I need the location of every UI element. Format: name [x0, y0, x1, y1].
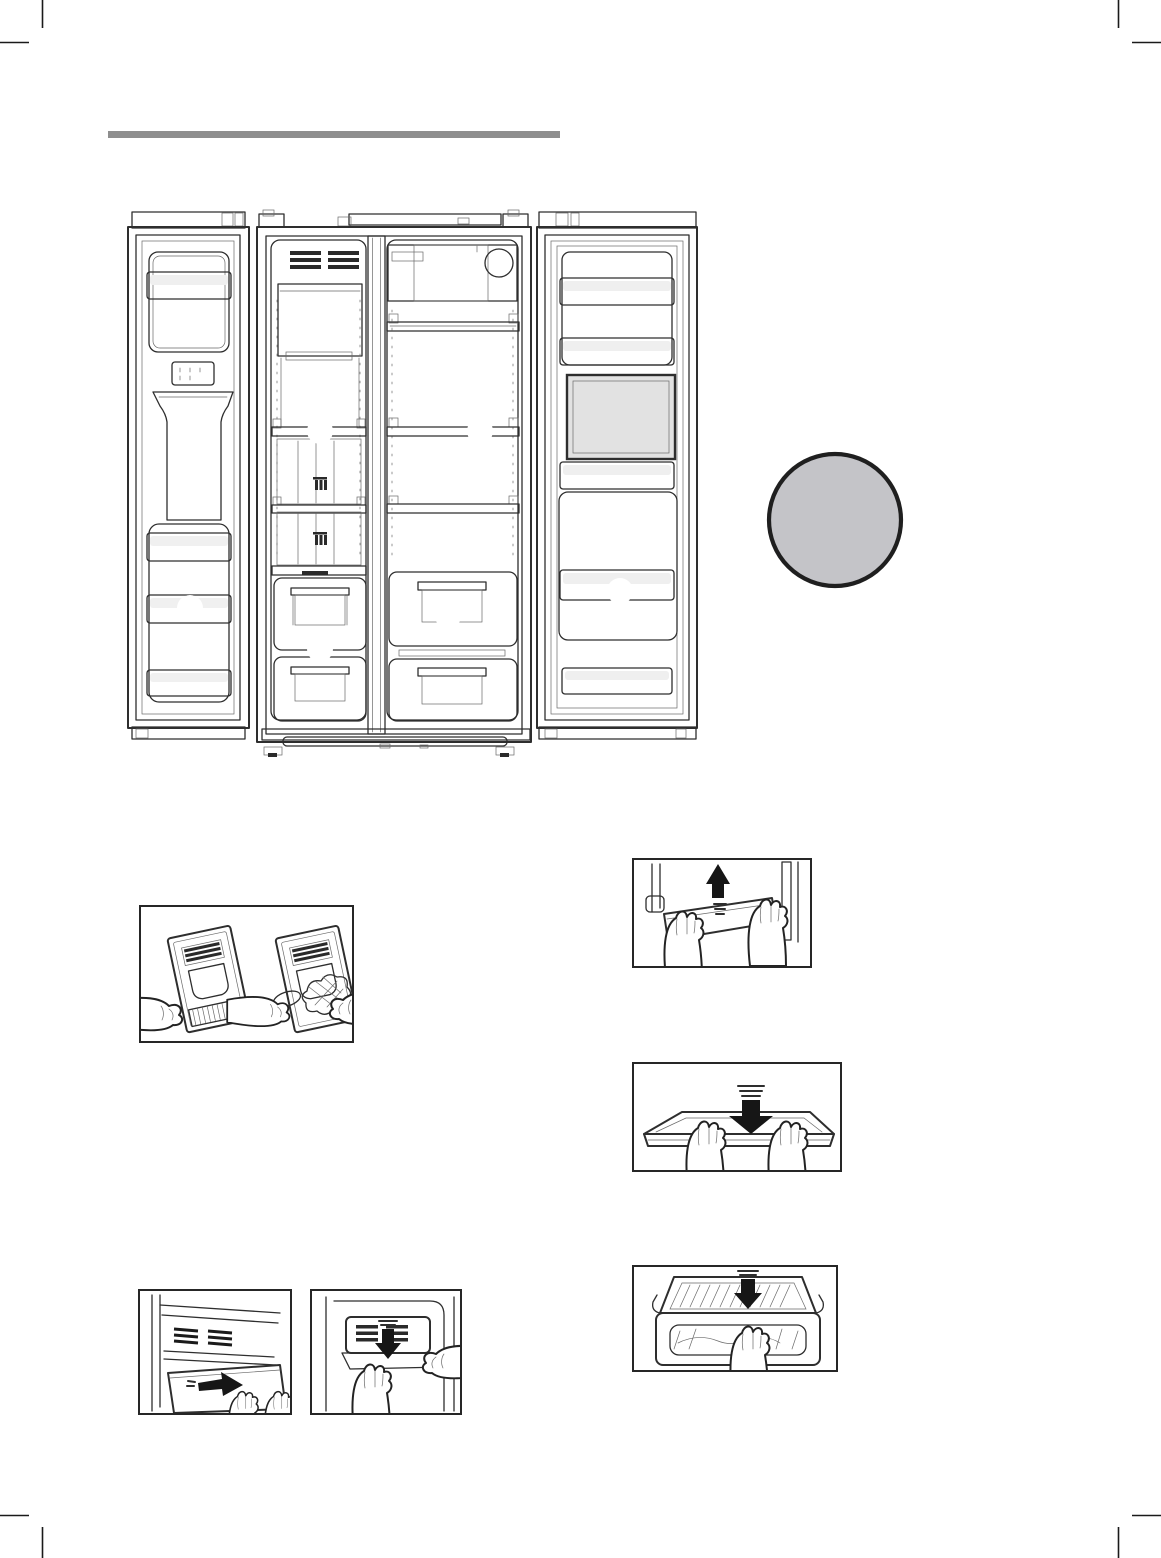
lamp-dial [485, 249, 513, 277]
fridge-shelf [387, 427, 519, 436]
second-hand [265, 1392, 290, 1413]
center-mullion [368, 236, 385, 734]
door-frame-edge [152, 1295, 160, 1411]
fig-dispenser-tray-clean-art [141, 907, 352, 1041]
freezer-door [128, 212, 249, 739]
fig-drawer-pull-out [632, 1265, 838, 1372]
arrow-down [729, 1086, 773, 1134]
fridge-door-body [537, 227, 697, 728]
dispenser-recess [188, 964, 229, 1001]
fig-door-bin-lift-art [634, 860, 810, 966]
vent-bars [174, 1329, 232, 1345]
section-title-rule [108, 131, 560, 139]
fridge-compartment [387, 240, 519, 721]
fig-drawer-art [634, 1267, 836, 1370]
evaporator-icon-2 [313, 532, 327, 545]
fig-freezer-shelf-press-down [310, 1289, 462, 1415]
fig-door-bin-lift-up [632, 858, 812, 968]
callout-marker [467, 418, 493, 444]
callout-marker [307, 305, 333, 331]
fridge-door [537, 212, 697, 739]
hand-on-cover [229, 1392, 258, 1413]
evaporator-icon [313, 477, 327, 490]
fig-glass-shelf-art [634, 1064, 840, 1170]
door-frame-edge [652, 864, 660, 912]
fig-cover-slide-art [140, 1291, 290, 1413]
callout-marker [307, 636, 333, 662]
left-hand [664, 911, 703, 966]
callout-marker [435, 603, 461, 629]
callout-marker [307, 418, 333, 444]
dispenser-back-panel [172, 362, 214, 385]
refrigerator-overview-figure [120, 205, 705, 763]
freezer-vents [290, 251, 359, 269]
freezer-door-body [128, 227, 249, 728]
right-hand [768, 1121, 807, 1170]
hand-holding-pad [227, 997, 289, 1026]
hand-pulling-tray [141, 998, 182, 1031]
door-utility-case [567, 375, 675, 459]
detail-circle [769, 454, 901, 586]
fridge-shelf-2 [387, 504, 519, 513]
fig-freezer-cover-slide-out [138, 1289, 292, 1415]
right-hand [748, 899, 787, 966]
left-hand [686, 1121, 725, 1170]
fig-dispenser-tray-clean [139, 905, 354, 1043]
section-rule-bar [108, 131, 560, 138]
hand-below-shelf [352, 1364, 391, 1413]
lamp-housing [388, 245, 517, 301]
hand-on-handle [730, 1326, 769, 1370]
callout-marker [177, 595, 203, 621]
detail-circle-figure [762, 447, 908, 593]
fig-shelf-press-art [312, 1291, 460, 1413]
cabinet-top-panel [349, 214, 501, 225]
freezer-door-top-cap [132, 212, 245, 228]
callout-markers [177, 305, 633, 662]
fig-glass-shelf-remove [632, 1062, 842, 1172]
fridge-wire-shelf [387, 322, 519, 331]
refrigerator-diagram [120, 205, 705, 763]
dispenser-chute [153, 392, 233, 520]
callout-marker [607, 578, 633, 604]
door-bin-bottom [559, 492, 677, 640]
arrow-slide-out [187, 1372, 243, 1396]
freezer-door-top-bin [149, 252, 229, 352]
fridge-door-top-cap [539, 212, 696, 228]
